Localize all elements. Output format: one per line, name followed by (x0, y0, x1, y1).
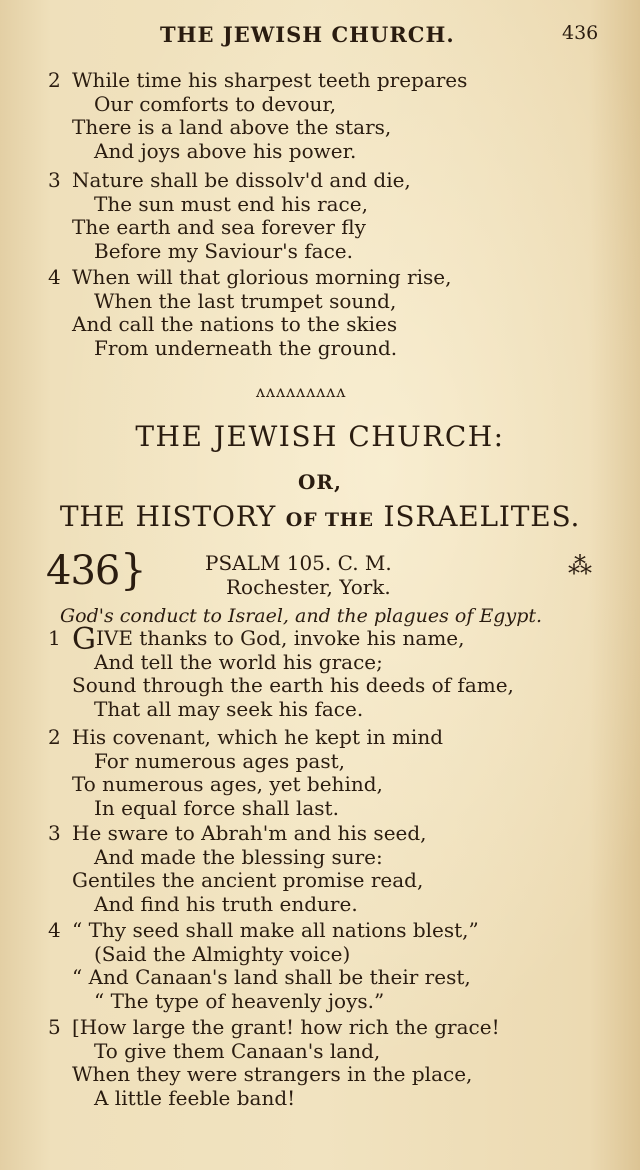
hymn-stanza-2 (48, 726, 628, 820)
psalm-meter: PSALM 105. C. M. (205, 551, 392, 575)
hymn-subtitle: God's conduct to Israel, and the plagues of Egypt. (60, 605, 543, 627)
verse-line: That all may seek his face. (94, 696, 364, 721)
hymn-stanza-4 (48, 919, 628, 1013)
section-subtitle: THE HISTORY OF THE ISRAELITES. (59, 500, 581, 533)
asterism-icon: ⁂ (568, 552, 592, 580)
verse-line: (Said the Almighty voice) (94, 941, 351, 966)
verse-line: The sun must end his race, (94, 191, 368, 216)
verse-line: For numerous ages past, (94, 748, 345, 773)
hymn-stanza-3 (48, 822, 628, 916)
verse-line: From underneath the ground. (94, 335, 398, 360)
verse-line: When the last trumpet sound, (94, 288, 397, 313)
verse-line: “ The type of heavenly joys.” (94, 988, 385, 1013)
verse-line: 4 “ Thy seed shall make all nations blest,” (48, 918, 479, 942)
verse-line: 2 His covenant, which he kept in mind (48, 725, 444, 749)
hymn-stanza-5 (48, 1016, 628, 1110)
running-head: THE JEWISH CHURCH. (160, 22, 455, 47)
section-title: THE JEWISH CHURCH: (135, 420, 505, 453)
prev-stanza-4 (48, 266, 628, 360)
verse-line: Gentiles the ancient promise read, (72, 868, 424, 892)
drop-cap: G (72, 622, 96, 657)
verse-line: To give them Canaan's land, (94, 1038, 381, 1063)
verse-line: And made the blessing sure: (94, 844, 383, 869)
stanza-number: 5 (48, 1015, 61, 1039)
prev-stanza-3 (48, 169, 628, 263)
verse-line: There is a land above the stars, (72, 115, 392, 139)
brace-mark: } (120, 545, 147, 594)
verse-line: A little feeble band! (94, 1085, 296, 1110)
verse-line: “ And Canaan's land shall be their rest, (72, 965, 471, 989)
stanza-number: 4 (48, 265, 61, 289)
verse-line: 1 GIVE thanks to God, invoke his name, (48, 622, 465, 657)
verse-line: Our comforts to devour, (94, 91, 337, 116)
verse-line: And joys above his power. (94, 138, 357, 163)
tune-names: Rochester, York. (226, 575, 391, 599)
verse-line: 5 [How large the grant! how rich the grace! (48, 1015, 500, 1039)
stanza-number: 1 (48, 626, 61, 650)
verse-line: 4 When will that glorious morning rise, (48, 265, 452, 289)
stanza-number: 4 (48, 918, 61, 942)
page-number: 436 (562, 22, 599, 44)
verse-line: When they were strangers in the place, (72, 1062, 473, 1086)
verse-line: In equal force shall last. (94, 795, 339, 820)
verse-line: And call the nations to the skies (72, 312, 398, 336)
stanza-number: 3 (48, 821, 61, 845)
stanza-number: 2 (48, 725, 61, 749)
stanza-number: 3 (48, 168, 61, 192)
verse-line: The earth and sea forever fly (72, 215, 366, 239)
verse-line: And find his truth endure. (94, 891, 358, 916)
verse-line: 3 He sware to Abrah'm and his seed, (48, 821, 427, 845)
prev-stanza-2 (48, 69, 628, 163)
stanza-number: 2 (48, 68, 61, 92)
verse-line: And tell the world his grace; (94, 649, 383, 674)
hymn-number: 436 (46, 548, 120, 594)
verse-line: 2 While time his sharpest teeth prepares (48, 68, 468, 92)
verse-line: Sound through the earth his deeds of fame, (72, 673, 514, 697)
verse-line: To numerous ages, yet behind, (72, 772, 383, 796)
verse-line: 3 Nature shall be dissolv'd and die, (48, 168, 411, 192)
section-ornament: ʌʌʌʌʌʌʌʌʌ (256, 382, 347, 401)
verse-line: Before my Saviour's face. (94, 238, 353, 263)
page-header (0, 22, 640, 52)
hymn-stanza-1 (48, 622, 628, 721)
section-title-or: OR, (297, 470, 342, 494)
